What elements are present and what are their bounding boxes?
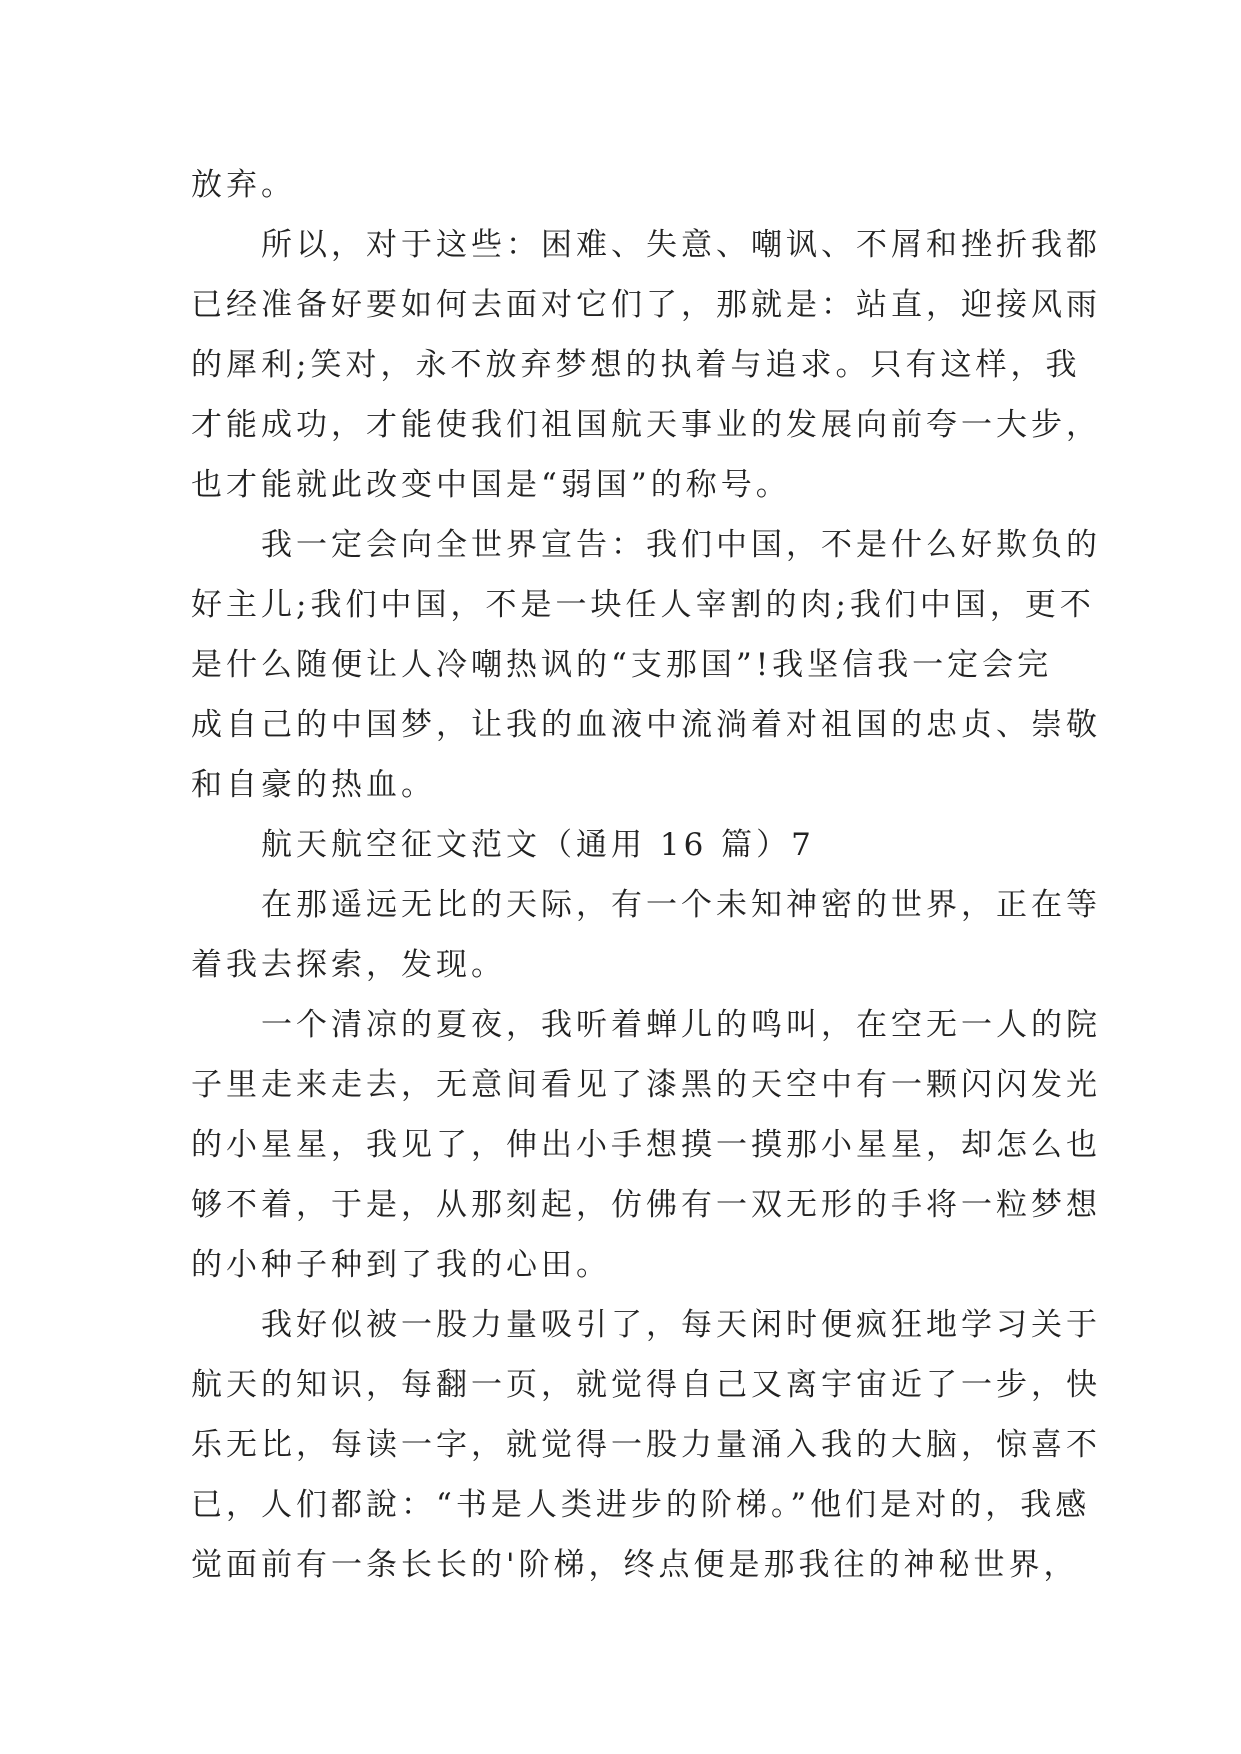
text-line: 和自豪的热血。 <box>191 767 436 803</box>
text-line: 着我去探索，发现。 <box>191 947 506 983</box>
text-line: 所以，对于这些：困难、失意、嘲讽、不屑和挫折我都 <box>191 227 1101 263</box>
text-line: 是什么随便让人冷嘲热讽的“支那国”!我坚信我一定会完 <box>191 647 1053 683</box>
text-line: 已经准备好要如何去面对它们了，那就是：站直，迎接风雨 <box>191 287 1101 323</box>
text-line: 航天的知识，每翻一页，就觉得自己又离宇宙近了一步，快 <box>191 1367 1101 1403</box>
text-line: 我好似被一股力量吸引了，每天闲时便疯狂地学习关于 <box>191 1307 1101 1343</box>
text-line: 的犀利;笑对，永不放弃梦想的执着与追求。只有这样，我 <box>191 347 1081 383</box>
essay-body <box>191 155 1101 1595</box>
text-line: 的小种子种到了我的心田。 <box>191 1247 611 1283</box>
text-line: 成自己的中国梦，让我的血液中流淌着对祖国的忠贞、崇敬 <box>191 707 1101 743</box>
text-line: 乐无比，每读一字，就觉得一股力量涌入我的大脑，惊喜不 <box>191 1427 1101 1463</box>
text-line: 才能成功，才能使我们祖国航天事业的发展向前夸一大步， <box>191 407 1101 443</box>
text-line: 已，人们都說：“书是人类进步的阶梯。”他们是对的，我感 <box>191 1487 1091 1523</box>
text-line: 子里走来走去，无意间看见了漆黑的天空中有一颗闪闪发光 <box>191 1067 1101 1103</box>
section-heading: 航天航空征文范文（通用 16 篇）7 <box>191 827 815 863</box>
text-line: 觉面前有一条长长的'阶梯，终点便是那我往的神秘世界， <box>191 1547 1079 1583</box>
text-line: 好主儿;我们中国，不是一块任人宰割的肉;我们中国，更不 <box>191 587 1095 623</box>
text-line: 放弃。 <box>191 167 296 203</box>
text-line: 够不着，于是，从那刻起，仿佛有一双无形的手将一粒梦想 <box>191 1187 1101 1223</box>
text-line: 也才能就此改变中国是“弱国”的称号。 <box>191 467 791 503</box>
text-line: 在那遥远无比的天际，有一个未知神密的世界，正在等 <box>191 887 1101 923</box>
text-line: 的小星星，我见了，伸出小手想摸一摸那小星星，却怎么也 <box>191 1127 1101 1163</box>
text-line: 我一定会向全世界宣告：我们中国，不是什么好欺负的 <box>191 527 1101 563</box>
text-line: 一个清凉的夏夜，我听着蝉儿的鸣叫，在空无一人的院 <box>191 1007 1101 1043</box>
